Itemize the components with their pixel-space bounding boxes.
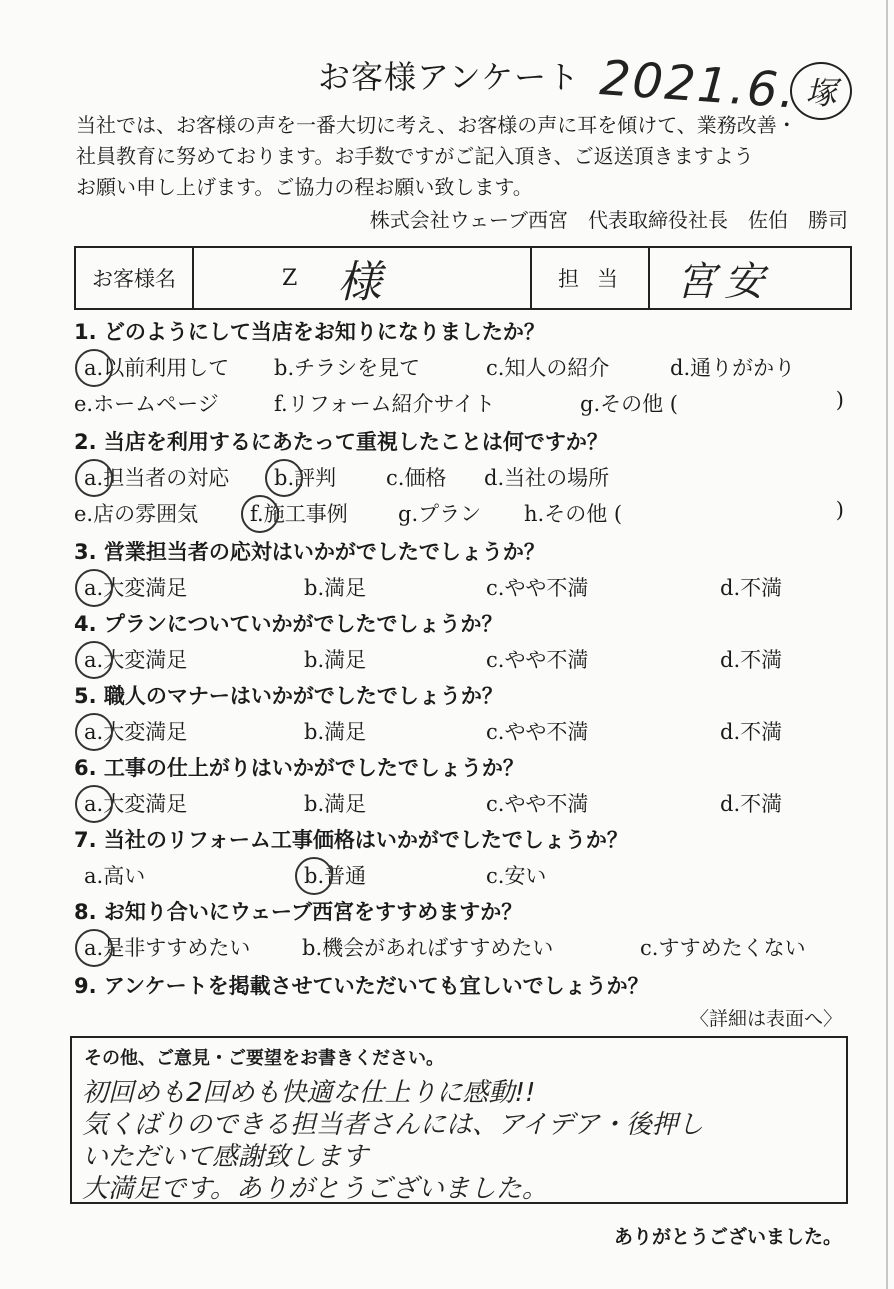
option-q1-a[interactable] xyxy=(84,352,229,382)
option-q5-c[interactable] xyxy=(486,716,588,746)
option-mark: a. xyxy=(84,648,104,672)
option-label: 満足 xyxy=(324,648,367,672)
option-q6-b[interactable] xyxy=(304,788,366,818)
intro-line: お願い申し上げます。ご協力の程お願い致します。 xyxy=(76,175,533,199)
option-q8-b[interactable] xyxy=(302,932,553,962)
customer-name-value: Z xyxy=(282,265,298,291)
option-mark: g. xyxy=(580,392,601,416)
option-label: ホームページ xyxy=(93,392,219,416)
option-mark: c. xyxy=(640,936,659,960)
intro-text xyxy=(76,110,856,203)
survey-title: お客様アンケート xyxy=(318,58,581,96)
paper-edge xyxy=(886,0,888,1289)
option-label: 満足 xyxy=(324,576,367,600)
option-mark: b. xyxy=(304,576,325,600)
option-mark: d. xyxy=(484,466,505,490)
option-label: すすめたくない xyxy=(658,936,806,960)
option-label: 通りがかり xyxy=(690,356,796,380)
option-mark: a. xyxy=(84,356,104,380)
question-9: 9. アンケートを掲載させていただいても宜しいでしょうか？ xyxy=(74,974,649,998)
option-q7-a[interactable] xyxy=(84,860,145,890)
option-label: やや不満 xyxy=(504,720,589,744)
option-mark: d. xyxy=(720,792,741,816)
option-label: 評判 xyxy=(294,466,337,490)
intro-line: 当社では、お客様の声を一番大切に考え、お客様の声に耳を傾けて、業務改善・ xyxy=(76,113,797,137)
option-mark: a. xyxy=(84,864,104,888)
option-q6-d[interactable] xyxy=(720,788,782,818)
option-label: やや不満 xyxy=(504,648,589,672)
option-row xyxy=(74,352,854,386)
customer-name-field[interactable] xyxy=(194,248,532,308)
comment-heading: その他、ご意見・ご要望をお書きください。 xyxy=(84,1048,444,1069)
option-mark: b. xyxy=(304,720,325,744)
option-mark: a. xyxy=(84,720,104,744)
comment-line: 大満足です。ありがとうございました。 xyxy=(82,1174,548,1204)
staff-field[interactable] xyxy=(650,248,850,308)
option-q8-a[interactable] xyxy=(84,932,250,962)
option-q2-b[interactable] xyxy=(274,462,336,492)
option-row xyxy=(74,788,854,822)
option-mark: b. xyxy=(302,936,323,960)
option-label: 施工事例 xyxy=(263,502,348,526)
option-q1-d[interactable] xyxy=(670,352,795,382)
option-label: 満足 xyxy=(324,792,367,816)
question-5: 5. 職人のマナーはいかがでしたでしょうか？ xyxy=(74,684,503,708)
option-label: 不満 xyxy=(740,792,783,816)
option-mark: b. xyxy=(274,356,295,380)
option-label: 不満 xyxy=(740,720,783,744)
option-label: その他 ( xyxy=(544,502,623,526)
option-mark: e. xyxy=(74,392,94,416)
comment-line: 気くばりのできる担当者さんには、アイデア・後押し xyxy=(82,1110,704,1140)
option-mark: f. xyxy=(274,392,288,416)
option-q2-d[interactable] xyxy=(484,462,609,492)
customer-name-label: お客様名 xyxy=(76,248,194,308)
option-row xyxy=(74,932,854,966)
option-mark: h. xyxy=(524,502,545,526)
option-row xyxy=(74,860,854,894)
option-label: 大変満足 xyxy=(103,720,188,744)
other-close-paren: ) xyxy=(835,388,844,412)
option-label: 価格 xyxy=(404,466,447,490)
option-label: やや不満 xyxy=(504,576,589,600)
option-q3-d[interactable] xyxy=(720,572,782,602)
comment-box[interactable] xyxy=(70,1036,848,1204)
option-label: 店の雰囲気 xyxy=(93,502,199,526)
option-label: やや不満 xyxy=(504,792,589,816)
question-4: 4. プランについていかがでしたでしょうか？ xyxy=(74,612,503,636)
option-q6-c[interactable] xyxy=(486,788,588,818)
closing-text: ありがとうございました。 xyxy=(613,1226,842,1248)
option-row xyxy=(74,388,854,422)
option-mark: a. xyxy=(84,936,104,960)
option-mark: c. xyxy=(386,466,405,490)
option-label: 大変満足 xyxy=(103,648,188,672)
option-q2-c[interactable] xyxy=(386,462,446,492)
option-mark: d. xyxy=(720,576,741,600)
option-label: 大変満足 xyxy=(103,792,188,816)
customer-table xyxy=(74,246,852,310)
option-mark: d. xyxy=(670,356,691,380)
option-q1-b[interactable] xyxy=(274,352,420,382)
staff-label: 担当 xyxy=(532,248,650,308)
intro-line: 社員教育に努めております。お手数ですがご記入頂き、ご返送頂きますよう xyxy=(76,144,754,168)
option-label: その他 ( xyxy=(600,392,678,416)
option-q4-c[interactable] xyxy=(486,644,588,674)
seal-stamp: 塚 xyxy=(790,62,852,120)
handwritten-date: 2021.6. xyxy=(598,50,799,120)
option-q4-d[interactable] xyxy=(720,644,782,674)
option-q1-c[interactable] xyxy=(486,352,609,382)
option-label: 大変満足 xyxy=(103,576,188,600)
option-q7-c[interactable] xyxy=(486,860,546,890)
option-mark: b. xyxy=(274,466,295,490)
option-mark: d. xyxy=(720,720,741,744)
comment-line: 初回めも2回めも快適な仕上りに感動!! xyxy=(82,1078,536,1108)
option-label: 不満 xyxy=(740,576,783,600)
option-label: 安い xyxy=(504,864,547,888)
customer-name-suffix: 様 xyxy=(337,257,382,308)
option-mark: b. xyxy=(304,864,325,888)
option-q5-b[interactable] xyxy=(304,716,366,746)
option-label: リフォーム紹介サイト xyxy=(287,392,496,416)
option-q7-b[interactable] xyxy=(304,860,366,890)
option-label: プラン xyxy=(418,502,482,526)
question-3: 3. 営業担当者の応対はいかがでしたでしょうか？ xyxy=(74,540,545,564)
option-row xyxy=(74,572,854,606)
option-mark: a. xyxy=(84,792,104,816)
option-q1-g[interactable] xyxy=(580,388,678,418)
option-label: 高い xyxy=(103,864,146,888)
option-q5-d[interactable] xyxy=(720,716,782,746)
option-mark: f. xyxy=(250,502,264,526)
option-q2-e[interactable] xyxy=(74,498,198,528)
option-label: 以前利用して xyxy=(103,356,230,380)
question-2: 2. 当店を利用するにあたって重視したことは何ですか？ xyxy=(74,430,608,454)
option-mark: e. xyxy=(74,502,94,526)
option-label: チラシを見て xyxy=(294,356,421,380)
option-row xyxy=(74,462,854,496)
comment-line: いただいて感謝致します xyxy=(82,1142,369,1172)
option-mark: d. xyxy=(720,648,741,672)
option-mark: c. xyxy=(486,720,505,744)
option-q2-g[interactable] xyxy=(398,498,481,528)
option-mark: a. xyxy=(84,466,104,490)
option-label: 普通 xyxy=(324,864,367,888)
question-6: 6. 工事の仕上がりはいかがでしたでしょうか？ xyxy=(74,756,524,780)
option-q2-f[interactable] xyxy=(250,498,348,528)
option-label: 不満 xyxy=(740,648,783,672)
option-mark: b. xyxy=(304,648,325,672)
question-8: 8. お知り合いにウェーブ西宮をすすめますか？ xyxy=(74,900,523,924)
option-mark: c. xyxy=(486,864,505,888)
option-row xyxy=(74,498,854,532)
option-label: 担当者の対応 xyxy=(103,466,230,490)
question-7: 7. 当社のリフォーム工事価格はいかがでしたでしょうか？ xyxy=(74,828,628,852)
option-q1-e[interactable] xyxy=(74,388,219,418)
option-label: 是非すすめたい xyxy=(103,936,251,960)
option-row xyxy=(74,644,854,678)
question-1: 1. どのようにして当店をお知りになりましたか？ xyxy=(74,320,545,344)
option-q4-a[interactable] xyxy=(84,644,187,674)
detail-note: 〈詳細は表面へ〉 xyxy=(689,1008,842,1030)
option-q3-a[interactable] xyxy=(84,572,187,602)
option-row xyxy=(74,716,854,750)
option-q1-f[interactable] xyxy=(274,388,495,418)
option-mark: c. xyxy=(486,356,505,380)
option-label: 機会があればすすめたい xyxy=(322,936,554,960)
option-q2-a[interactable] xyxy=(84,462,229,492)
option-q8-c[interactable] xyxy=(640,932,806,962)
option-mark: c. xyxy=(486,648,505,672)
option-mark: c. xyxy=(486,792,505,816)
option-q3-b[interactable] xyxy=(304,572,366,602)
option-q3-c[interactable] xyxy=(486,572,588,602)
option-label: 当社の場所 xyxy=(504,466,610,490)
option-q6-a[interactable] xyxy=(84,788,187,818)
option-mark: b. xyxy=(304,792,325,816)
option-label: 知人の紹介 xyxy=(504,356,610,380)
option-q4-b[interactable] xyxy=(304,644,366,674)
option-mark: c. xyxy=(486,576,505,600)
option-mark: g. xyxy=(398,502,419,526)
option-label: 満足 xyxy=(324,720,367,744)
option-mark: a. xyxy=(84,576,104,600)
other-close-paren: ) xyxy=(835,498,844,522)
staff-name-value: 宮安 xyxy=(676,258,772,305)
company-line: 株式会社ウェーブ西宮 代表取締役社長 佐伯 勝司 xyxy=(369,208,848,232)
option-q5-a[interactable] xyxy=(84,716,187,746)
option-q2-h[interactable] xyxy=(524,498,622,528)
